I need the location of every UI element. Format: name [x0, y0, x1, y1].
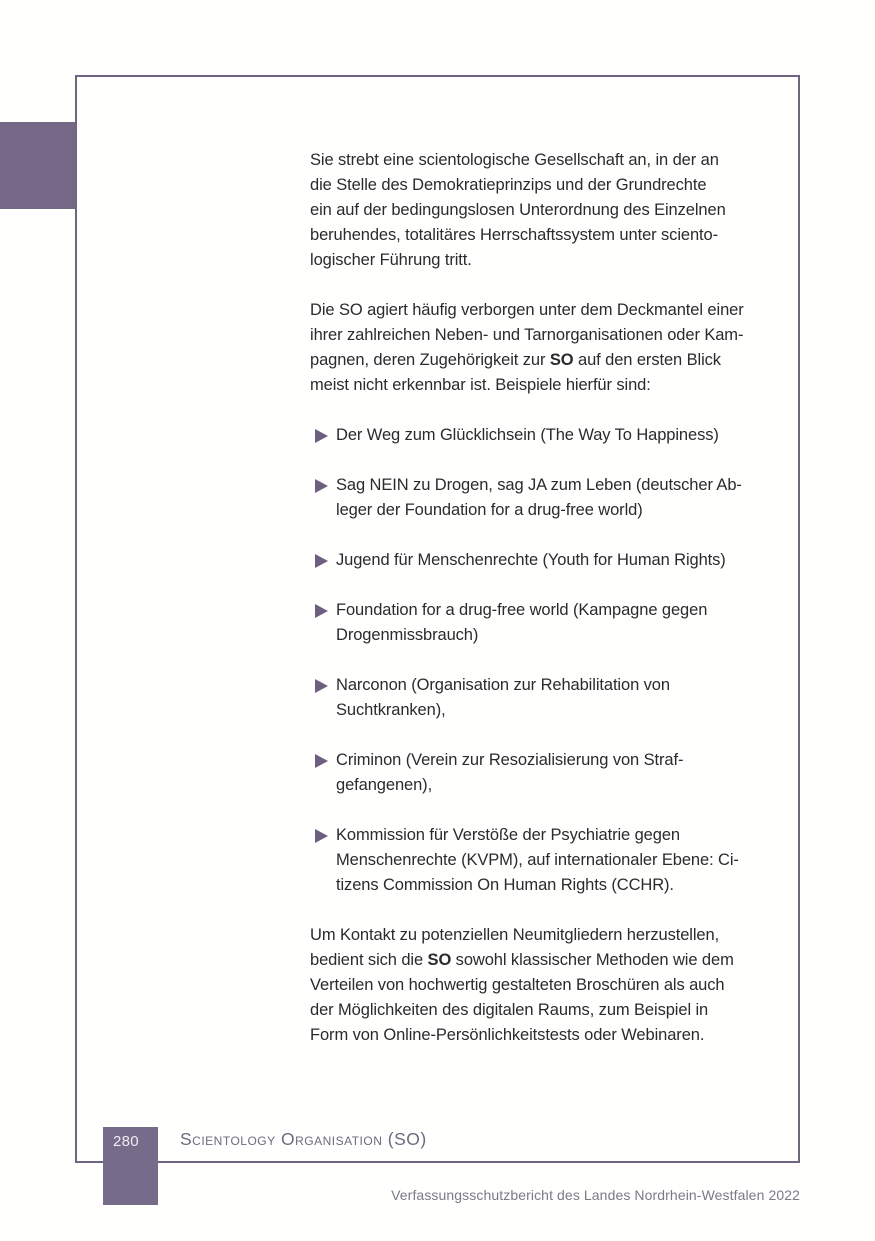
bullet-arrow-icon	[315, 604, 328, 618]
bullet-item	[310, 473, 780, 523]
bullet-text: Sag NEIN zu Drogen, sag JA zum Leben (deutscher Ab- leger der Foundation for a drug-free world)	[336, 476, 742, 519]
bullet-item	[310, 423, 780, 448]
paragraph: Sie strebt eine scientologische Gesellschaft an, in der an die Stelle des Demokratieprinzips und der Grundrechte ein auf der bedingungslosen Unterordnung des Einzelnen beruhendes, totalitäres Herrschaftssystem unter sciento- logischer Führung tritt.	[310, 151, 726, 269]
paragraph: Die SO agiert häufig verborgen unter dem Deckmantel einer ihrer zahlreichen Neben- und Tarnorganisationen oder Kam- pagnen, deren Zugehörigkeit zur SO auf den ersten Blick meist nicht erkennbar ist. Beispiele hierfür sind:	[310, 301, 744, 394]
bullet-arrow-icon	[315, 679, 328, 693]
bullet-arrow-icon	[315, 829, 328, 843]
bullet-item	[310, 673, 780, 723]
bullet-text: Kommission für Verstöße der Psychiatrie gegen Menschenrechte (KVPM), auf internationaler Ebene: Ci- tizens Commission On Human Rights (CCHR).	[336, 826, 739, 894]
page-number-box	[103, 1127, 158, 1205]
report-title: Verfassungsschutzbericht des Landes Nordrhein-Westfalen 2022	[391, 1187, 800, 1203]
bullet-arrow-icon	[315, 754, 328, 768]
bullet-arrow-icon	[315, 429, 328, 443]
paragraph: Um Kontakt zu potenziellen Neumitgliedern herzustellen, bedient sich die SO sowohl klassischer Methoden wie dem Verteilen von hochwertig gestalteten Broschüren als auch der Möglichkeiten des digitalen Raums, zum Beispiel in Form von Online-Persönlichkeitstests oder Webinaren.	[310, 926, 734, 1044]
bullet-text: Foundation for a drug-free world (Kampagne gegen Drogenmissbrauch)	[336, 601, 708, 644]
bullet-item	[310, 598, 780, 648]
bullet-item	[310, 823, 780, 898]
page-number: 280	[113, 1133, 139, 1150]
body-text	[310, 148, 780, 1073]
bullet-text: Criminon (Verein zur Resozialisierung von Straf- gefangenen),	[336, 751, 684, 794]
section-title: Scientology Organisation (SO)	[180, 1129, 427, 1149]
chapter-edge-tab	[0, 122, 75, 209]
bullet-text: Jugend für Menschenrechte (Youth for Human Rights)	[336, 551, 726, 569]
bullet-item	[310, 548, 780, 573]
bullet-arrow-icon	[315, 554, 328, 568]
bullet-item	[310, 748, 780, 798]
bullet-arrow-icon	[315, 479, 328, 493]
bullet-text: Der Weg zum Glücklichsein (The Way To Happiness)	[336, 426, 719, 444]
bullet-text: Narconon (Organisation zur Rehabilitation von Suchtkranken),	[336, 676, 670, 719]
